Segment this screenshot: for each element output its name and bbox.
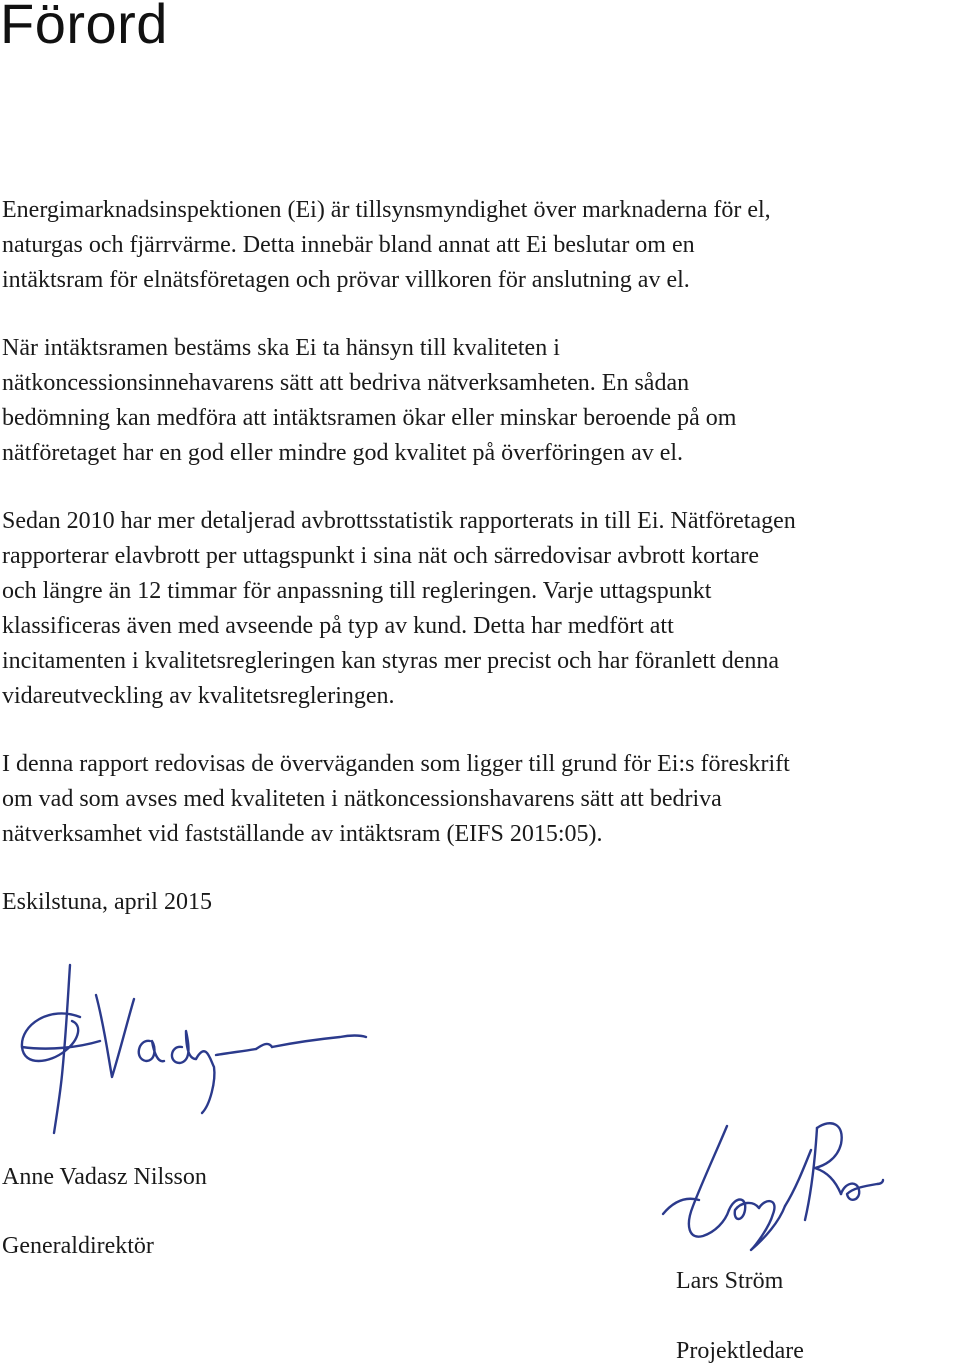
paragraph-line: om vad som avses med kvaliteten i nätkoncessionshavarens sätt att bedriva bbox=[2, 786, 722, 812]
signature-lars-strom bbox=[655, 1110, 885, 1255]
paragraph-1 bbox=[2, 193, 771, 298]
signer-title: Projektledare bbox=[676, 1338, 804, 1364]
paragraph-line: intäktsram för elnätsföretagen och prövar villkoren för anslutning av el. bbox=[2, 267, 690, 293]
paragraph-line: nätföretaget har en god eller mindre god kvalitet på överföringen av el. bbox=[2, 440, 684, 466]
signature-1-image bbox=[10, 955, 370, 1135]
paragraph-line: Sedan 2010 har mer detaljerad avbrottsstatistik rapporterats in till Ei. Nätföretagen bbox=[2, 508, 796, 534]
paragraph-line: vidareutveckling av kvalitetsregleringen. bbox=[2, 683, 395, 709]
paragraph-line: I denna rapport redovisas de överväganden som ligger till grund för Ei:s föreskrift bbox=[2, 751, 790, 777]
paragraph-line: och längre än 12 timmar för anpassning till regleringen. Varje uttagspunkt bbox=[2, 578, 712, 604]
signature-2-image bbox=[655, 1110, 885, 1255]
paragraph-line: bedömning kan medföra att intäktsramen ökar eller minskar beroende på om bbox=[2, 405, 737, 431]
signature-anne-vadasz-nilsson bbox=[10, 955, 370, 1135]
signer-name: Anne Vadasz Nilsson bbox=[2, 1164, 207, 1190]
paragraph-line: Energimarknadsinspektionen (Ei) är tillsynsmyndighet över marknaderna för el, bbox=[2, 197, 771, 223]
paragraph-2 bbox=[2, 331, 736, 471]
paragraph-line: klassificeras även med avseende på typ av kund. Detta har medfört att bbox=[2, 613, 674, 639]
place-date: Eskilstuna, april 2015 bbox=[2, 889, 212, 915]
paragraph-line: incitamenten i kvalitetsregleringen kan styras mer precist och har föranlett denna bbox=[2, 648, 780, 674]
paragraph-line: rapporterar elavbrott per uttagspunkt i sina nät och särredovisar avbrott kortare bbox=[2, 543, 760, 569]
signer-title: Generaldirektör bbox=[2, 1233, 154, 1259]
paragraph-3 bbox=[2, 504, 796, 714]
signer-name: Lars Ström bbox=[676, 1268, 784, 1294]
page-title: Förord bbox=[0, 0, 168, 55]
paragraph-line: naturgas och fjärrvärme. Detta innebär bland annat att Ei beslutar om en bbox=[2, 232, 695, 258]
paragraph-line: nätkoncessionsinnehavarens sätt att bedriva nätverksamheten. En sådan bbox=[2, 370, 690, 396]
paragraph-line: nätverksamhet vid fastställande av intäktsram (EIFS 2015:05). bbox=[2, 821, 603, 847]
paragraph-4 bbox=[2, 747, 790, 852]
paragraph-line: När intäktsramen bestäms ska Ei ta hänsyn till kvaliteten i bbox=[2, 335, 560, 361]
